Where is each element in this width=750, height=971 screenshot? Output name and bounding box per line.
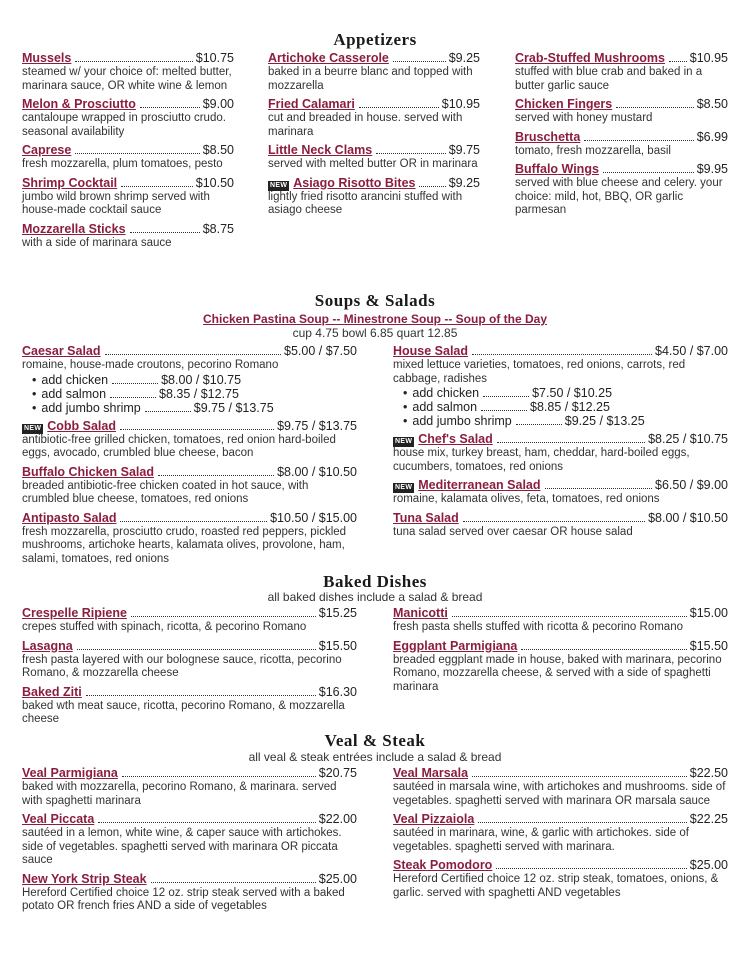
menu-item-header [22,766,357,781]
menu-item-description: breaded antibiotic-free chicken coated in hot sauce, with crumbled blue cheese, tomatoes, red onions [22,479,309,505]
menu-item-description: sautéed in a lemon, white wine, & caper sauce with artichokes. side of vegetables. spaghetti served with marinara OR piccata sauce [22,827,342,866]
menu-item-price: $10.95 [441,97,480,111]
baked-left-col [22,606,357,727]
baked-right-col [393,606,728,694]
dot-leader [521,649,686,650]
menu-item-description: fresh pasta shells stuffed with ricotta & pecorino Romano [393,621,683,633]
dot-leader [140,107,200,108]
addon-option [393,400,728,414]
new-badge: NEW [395,484,413,491]
menu-item-header [393,639,728,654]
dot-leader [497,442,645,443]
bullet-icon: • [403,400,408,414]
baked-note: all baked dishes include a salad & bread [267,590,483,604]
bullet-icon: • [32,386,37,401]
appetizers-col-2 [268,51,480,218]
menu-item-description: cantaloupe wrapped in prosciutto crudo. seasonal availability [22,112,226,138]
addon-price: $7.50 / $10.25 [532,386,613,400]
menu-item-name-link[interactable]: Manicotti [393,606,448,620]
menu-item [393,766,728,808]
menu-item [268,176,480,218]
menu-item-name-link[interactable]: Shrimp Cocktail [22,175,118,190]
menu-item-header [393,478,728,493]
addon-option [22,373,357,387]
appetizers-title: Appetizers [333,30,417,49]
addon-option [393,386,728,400]
menu-item-name-link[interactable]: House Salad [393,344,469,358]
menu-item [393,858,728,900]
menu-item-header [22,419,357,434]
soup-line [0,312,750,326]
menu-item-header [393,606,728,621]
menu-item [22,419,357,461]
menu-item-name-link[interactable]: Crab-Stuffed Mushrooms [515,51,665,65]
dot-leader [472,354,652,355]
menu-item [393,812,728,854]
menu-item-price: $20.75 [318,766,357,780]
menu-item-name-link[interactable]: Bruschetta [515,129,581,144]
menu-item-price: $9.75 / $13.75 [277,418,357,433]
menu-item-name-link[interactable]: Chicken Fingers [515,97,613,111]
menu-item-description: fresh pasta layered with our bolognese sauce, ricotta, pecorino Romano, & mozzarella cheese [22,653,342,679]
menu-item [22,639,357,681]
dot-leader [669,61,687,62]
menu-item-description: served with honey mustard [515,112,653,124]
menu-item [515,162,728,218]
menu-item-description: antibiotic-free grilled chicken, tomatoes, red onion hard-boiled eggs, avocado, crumbled blue cheese, bacon [22,433,336,459]
menu-item-price: $9.95 [696,162,728,176]
menu-item-price: $8.50 [696,97,728,111]
menu-item-name-link[interactable]: Lasagna [22,638,73,653]
menu-item-description: tuna salad served over caesar OR house salad [393,525,633,538]
dot-leader [145,411,191,412]
menu-item-header [22,176,234,191]
menu-item-header [515,162,728,177]
menu-item-price: $4.50 / $7.00 [655,344,728,358]
menu-item-name-link[interactable]: Caprese [22,143,72,157]
menu-item-description: sautéed in marsala wine, with artichokes and mushrooms. side of vegetables. spaghetti served with marinara OR marsala sauce [393,781,726,807]
menu-item-description: baked with mozzarella, pecorino Romano, & marinara. served with spaghetti marinara [22,781,337,807]
dot-leader [130,232,200,233]
menu-item [22,176,234,218]
menu-item-description: crepes stuffed with spinach, ricotta, & pecorino Romano [22,621,307,633]
menu-item-name-link[interactable]: Baked Ziti [22,684,82,699]
menu-item-header [515,130,728,145]
salads-right-col [393,344,728,539]
menu-item-price: $25.00 [689,858,728,872]
bullet-icon: • [403,414,408,428]
menu-item-description: lightly fried risotto arancini stuffed with asiago cheese [268,190,463,216]
veal-title: Veal & Steak [324,731,426,750]
bullet-icon: • [403,386,408,400]
menu-item-header [22,606,357,621]
addon-label: add chicken [41,372,109,387]
veal-note: all veal & steak entrées include a salad & bread [248,750,502,764]
menu-item-price: $15.00 [689,606,728,620]
menu-item-header [268,51,480,66]
menu-item-header [393,766,728,781]
menu-item [393,639,728,695]
menu-item-name-link[interactable]: New York Strip Steak [22,871,147,886]
addon-label: add salmon [412,400,478,414]
dot-leader [393,61,446,62]
addon-label: add jumbo shrimp [412,414,512,428]
menu-item-price: $8.00 / $10.50 [648,510,728,525]
menu-item-price: $15.50 [318,638,357,653]
new-badge: NEW [270,181,288,189]
soup-sizes: cup 4.75 bowl 6.85 quart 12.85 [292,326,458,340]
menu-item-price: $15.25 [318,606,357,620]
salads-left-col [22,344,357,566]
veal-left-col [22,766,357,914]
dot-leader [481,410,527,411]
dot-leader [516,424,562,425]
addon-price: $9.75 / $13.75 [193,400,274,415]
dot-leader [603,172,694,173]
addon-label: add jumbo shrimp [41,400,141,415]
menu-item-header [22,97,234,112]
menu-item-description: fresh mozzarella, prosciutto crudo, roasted red peppers, pickled mushrooms, artichoke hearts, kalamata olives, provolone, ham, salami, tomatoes, red onions [22,525,347,565]
menu-item-price: $8.00 / $10.50 [277,464,357,479]
menu-item-name-link[interactable]: Veal Marsala [393,766,469,780]
menu-item-price: $8.50 [202,143,234,157]
menu-item [22,872,357,914]
menu-item [393,511,728,540]
menu-item-description: served with melted butter OR in marinara [268,158,478,170]
menu-item-header [22,143,234,158]
dot-leader [452,616,687,617]
dot-leader [151,882,316,883]
dot-leader [121,186,193,187]
menu-item-header [22,872,357,887]
menu-item-header [22,222,234,237]
menu-item-description: Hereford Certified choice 12 oz. strip steak, tomatoes, onions, & garlic. served with spaghetti AND vegetables [393,873,719,899]
baked-title: Baked Dishes [323,572,427,591]
dot-leader [496,868,686,869]
menu-item-header [268,176,480,191]
menu-item-name-link[interactable]: Buffalo Chicken Salad [22,464,154,479]
menu-item-price: $25.00 [318,871,357,886]
menu-item [22,97,234,139]
menu-item [22,51,234,93]
menu-item-description: served with blue cheese and celery. your choice: mild, hot, BBQ, OR garlic parmesan [515,177,723,216]
appetizers-col-3 [515,51,728,218]
menu-item-description: with a side of marinara sauce [22,236,172,249]
dot-leader [376,153,446,154]
menu-item-header [22,812,357,827]
menu-item [22,344,357,415]
menu-item [515,97,728,126]
menu-item [22,606,357,635]
menu-item [393,432,728,474]
menu-item-description: mixed lettuce varieties, tomatoes, red onions, carrots, red cabbage, radishes [393,359,686,385]
dot-leader [122,776,316,777]
addon-price: $8.00 / $10.75 [161,372,242,387]
menu-item [268,143,480,172]
menu-item-price: $16.30 [318,684,357,699]
dot-leader [131,616,316,617]
addon-option [22,401,357,415]
menu-item [22,766,357,808]
menu-item-price: $22.25 [689,812,728,826]
menu-item-price: $6.99 [696,129,728,144]
menu-item [22,143,234,172]
menu-item-name-link[interactable]: Veal Piccata [22,812,95,826]
menu-item [393,344,728,428]
bullet-icon: • [32,400,37,415]
menu-item-header [393,432,728,447]
addon-label: add salmon [41,386,107,401]
menu-item-description: jumbo wild brown shrimp served with house-made cocktail sauce [22,190,210,216]
soup-list[interactable]: Chicken Pastina Soup -- Minestrone Soup -- Soup of the Day [202,312,548,326]
dot-leader [483,396,529,397]
menu-item-description: tomato, fresh mozzarella, basil [515,144,671,157]
menu-item [22,465,357,507]
dot-leader [616,107,693,108]
menu-item-name-link[interactable]: Veal Parmigiana [22,766,118,780]
menu-item-price: $15.50 [689,638,728,653]
menu-item-header [268,97,480,112]
menu-item [22,222,234,251]
menu-item-header [393,511,728,526]
addon-price: $8.35 / $12.75 [159,386,239,401]
menu-item-name-link[interactable]: Caesar Salad [22,344,101,358]
menu-item-description: cut and breaded in house. served with marinara [268,112,463,138]
menu-item-name-link[interactable]: Eggplant Parmigiana [393,638,518,653]
menu-item-description: stuffed with blue crab and baked in a butter garlic sauce [515,66,703,92]
menu-item-name-link[interactable]: Cobb Salad [47,418,116,433]
menu-item-description: sautéed in marinara, wine, & garlic with artichokes. side of vegetables. spaghetti served with marinara. [393,827,689,853]
menu-item-price: $10.50 [195,175,234,190]
veal-right-col [393,766,728,900]
menu-item-price: $22.50 [689,766,728,780]
menu-item-price: $10.75 [195,51,234,65]
menu-item-header [393,344,728,359]
dot-leader [120,429,274,430]
dot-leader [75,153,199,154]
menu-item-description: romaine, kalamata olives, feta, tomatoes, red onions [393,493,660,505]
menu-item-name-link[interactable]: Buffalo Wings [515,162,599,176]
menu-item-name-link[interactable]: Mediterranean Salad [418,478,541,492]
menu-item-name-link[interactable]: Antipasto Salad [22,510,117,525]
dot-leader [545,488,653,489]
dot-leader [86,695,316,696]
menu-item-name-link[interactable]: Crespelle Ripiene [22,606,127,620]
menu-item-price: $10.50 / $15.00 [270,510,357,525]
menu-item-description: Hereford Certified choice 12 oz. strip steak served with a baked potato OR french fries AND a side of vegetables [22,886,345,912]
menu-item [515,130,728,159]
new-badge: NEW [24,424,42,432]
dot-leader [112,383,158,384]
dot-leader [120,521,267,522]
menu-item [22,685,357,727]
menu-item-header [22,511,357,526]
dot-leader [158,475,274,476]
menu-item-price: $10.95 [689,51,728,65]
menu-item-header [22,639,357,654]
soups-title: Soups & Salads [314,291,436,310]
menu-item-name-link[interactable]: Little Neck Clams [268,143,373,157]
menu-item-name-link[interactable]: Veal Pizzaiola [393,812,475,826]
dot-leader [110,397,156,398]
menu-item-description: baked wth meat sauce, ricotta, pecorino Romano, & mozzarella cheese [22,699,345,725]
new-badge: NEW [395,438,413,445]
menu-item-price: $8.75 [202,221,234,236]
menu-item-price: $22.00 [318,812,357,826]
menu-item-header [22,465,357,480]
addon-option [393,414,728,428]
menu-item-price: $6.50 / $9.00 [655,478,728,492]
menu-item-header [515,97,728,112]
menu-item [393,478,728,507]
dot-leader [77,649,316,650]
dot-leader [463,521,645,522]
dot-leader [105,354,281,355]
menu-item-header [393,858,728,873]
menu-item-description: steamed w/ your choice of: melted butter, marinara sauce, OR white wine & lemon [22,66,232,92]
menu-item-description: fresh mozzarella, plum tomatoes, pesto [22,158,223,170]
menu-item-header [22,51,234,66]
menu-item [22,511,357,567]
menu-item-name-link[interactable]: Chef's Salad [418,432,493,446]
menu-item-header [22,685,357,700]
menu-item-price: $9.25 [448,175,480,190]
menu-item-header [393,812,728,827]
menu-item-name-link[interactable]: Mozzarella Sticks [22,221,126,236]
menu-item-description: breaded eggplant made in house, baked with marinara, pecorino Romano, mozzarella cheese, & served with a side of spaghetti marinara [393,653,722,693]
dot-leader [584,140,693,141]
menu-item [515,51,728,93]
addon-option [22,387,357,401]
dot-leader [98,822,315,823]
menu-item-name-link[interactable]: Fried Calamari [268,97,355,111]
dot-leader [75,61,192,62]
dot-leader [478,822,686,823]
menu-item-name-link[interactable]: Steak Pomodoro [393,858,493,872]
menu-item-header [515,51,728,66]
menu-item-name-link[interactable]: Melon & Prosciutto [22,97,136,111]
addon-label: add chicken [412,386,480,400]
menu-item [268,51,480,93]
menu-item-name-link[interactable]: Artichoke Casserole [268,51,389,65]
menu-item-description: house mix, turkey breast, ham, cheddar, hard-boiled eggs, cucumbers, tomatoes, red onions [393,447,690,473]
dot-leader [472,776,687,777]
menu-item [22,812,357,868]
menu-item-name-link[interactable]: Mussels [22,51,72,65]
menu-item-description: romaine, house-made croutons, pecorino Romano [22,359,279,371]
menu-item-price: $9.25 [448,51,480,65]
addon-price: $8.85 / $12.25 [530,400,610,414]
menu-item-price: $9.00 [202,97,234,111]
menu-item-header [268,143,480,158]
dot-leader [359,107,439,108]
menu-item-price: $8.25 / $10.75 [648,432,728,446]
menu-item-name-link[interactable]: Asiago Risotto Bites [293,175,416,190]
menu-item [268,97,480,139]
menu-item-name-link[interactable]: Tuna Salad [393,510,459,525]
addon-price: $9.25 / $13.25 [564,414,645,428]
menu-item-description: baked in a beurre blanc and topped with mozzarella [268,66,473,92]
appetizers-col-1 [22,51,234,250]
menu-item-header [22,344,357,359]
menu-item-price: $9.75 [448,143,480,157]
bullet-icon: • [32,372,37,387]
dot-leader [419,186,445,187]
menu-item-price: $5.00 / $7.50 [284,344,357,358]
menu-item [393,606,728,635]
